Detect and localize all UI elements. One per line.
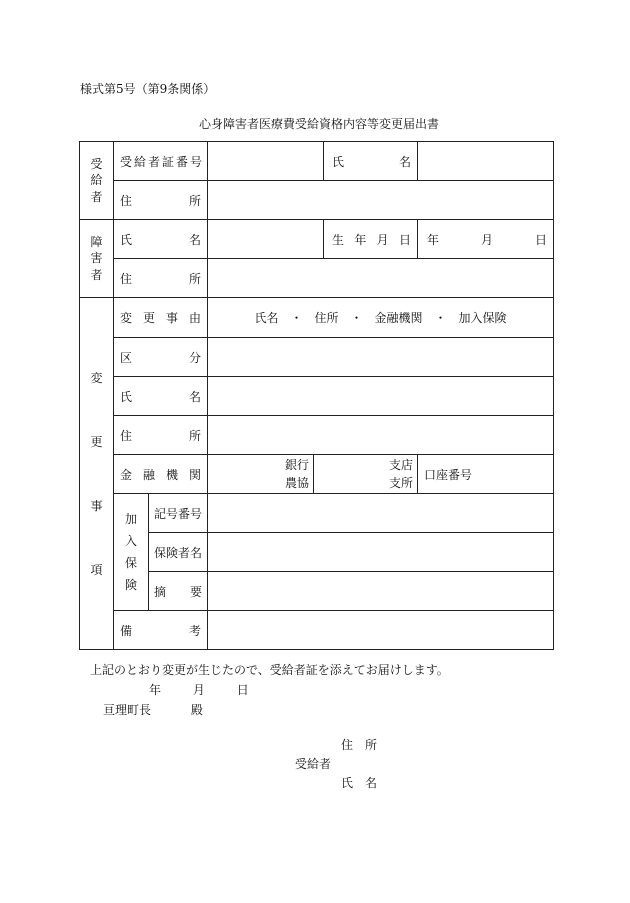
form-number: 様式第5号（第9条関係） <box>80 82 216 96</box>
symbol-number-label: 記号番号 <box>149 494 208 533</box>
change-name-label: 氏 名 <box>114 377 208 416</box>
insurance-group-label: 加 入 保 険 <box>114 494 149 611</box>
category-field[interactable] <box>208 338 554 377</box>
disabled-group-label: 障 害 者 <box>80 220 114 298</box>
insurer-name-label: 保険者名 <box>149 533 208 572</box>
recipient-group-label: 受 給 者 <box>80 142 114 220</box>
change-name-field[interactable] <box>208 377 554 416</box>
account-number-field[interactable]: 口座番号 <box>418 455 554 494</box>
form-table <box>79 141 554 650</box>
recipient-name-label: 氏 名 <box>324 142 418 181</box>
change-group-label: 変 更 事 項 <box>80 298 114 650</box>
category-label: 区 分 <box>114 338 208 377</box>
remarks-label: 備 考 <box>114 611 208 650</box>
disabled-address-field[interactable] <box>208 259 554 298</box>
cert-number-field[interactable] <box>208 142 324 181</box>
page-title: 心身障害者医療費受給資格内容等変更届出書 <box>199 117 440 131</box>
bank-type-agri: 農協 <box>285 476 310 490</box>
recipient-address-label: 住 所 <box>114 181 208 220</box>
change-address-field[interactable] <box>208 416 554 455</box>
change-reason-label: 変 更 事 由 <box>114 298 208 338</box>
branch-type-branch: 支店 <box>389 458 414 472</box>
summary-label: 摘 要 <box>149 572 208 611</box>
cert-number-label: 受給者証番号 <box>114 142 208 181</box>
birthdate-field[interactable]: 年 月 日 <box>418 220 554 259</box>
birthdate-label: 生 年 月 日 <box>324 220 418 259</box>
remarks-field[interactable] <box>208 611 554 650</box>
applicant-name-label: 氏 名 <box>341 776 378 790</box>
change-reason-options[interactable]: 氏名 ・ 住所 ・ 金融機関 ・ 加入保険 <box>208 298 554 338</box>
recipient-address-field[interactable] <box>208 181 554 220</box>
bank-label: 金 融 機 関 <box>114 455 208 494</box>
declaration-text: 上記のとおり変更が生じたので、受給者証を添えてお届けします。 <box>90 663 449 677</box>
applicant-label: 受給者 <box>295 757 332 771</box>
disabled-name-field[interactable] <box>208 220 324 259</box>
insurer-name-field[interactable] <box>208 533 554 572</box>
addressee: 亘理町長 殿 <box>103 703 203 717</box>
change-address-label: 住 所 <box>114 416 208 455</box>
applicant-address-label: 住 所 <box>341 738 378 752</box>
branch-field[interactable] <box>314 455 418 494</box>
disabled-address-label: 住 所 <box>114 259 208 298</box>
bank-name-field[interactable] <box>208 455 314 494</box>
disabled-name-label: 氏 名 <box>114 220 208 259</box>
branch-type-office: 支所 <box>389 476 414 490</box>
symbol-number-field[interactable] <box>208 494 554 533</box>
bank-type-bank: 銀行 <box>285 458 310 472</box>
recipient-name-field[interactable] <box>418 142 554 181</box>
summary-field[interactable] <box>208 572 554 611</box>
date-line: 年 月 日 <box>149 683 249 697</box>
